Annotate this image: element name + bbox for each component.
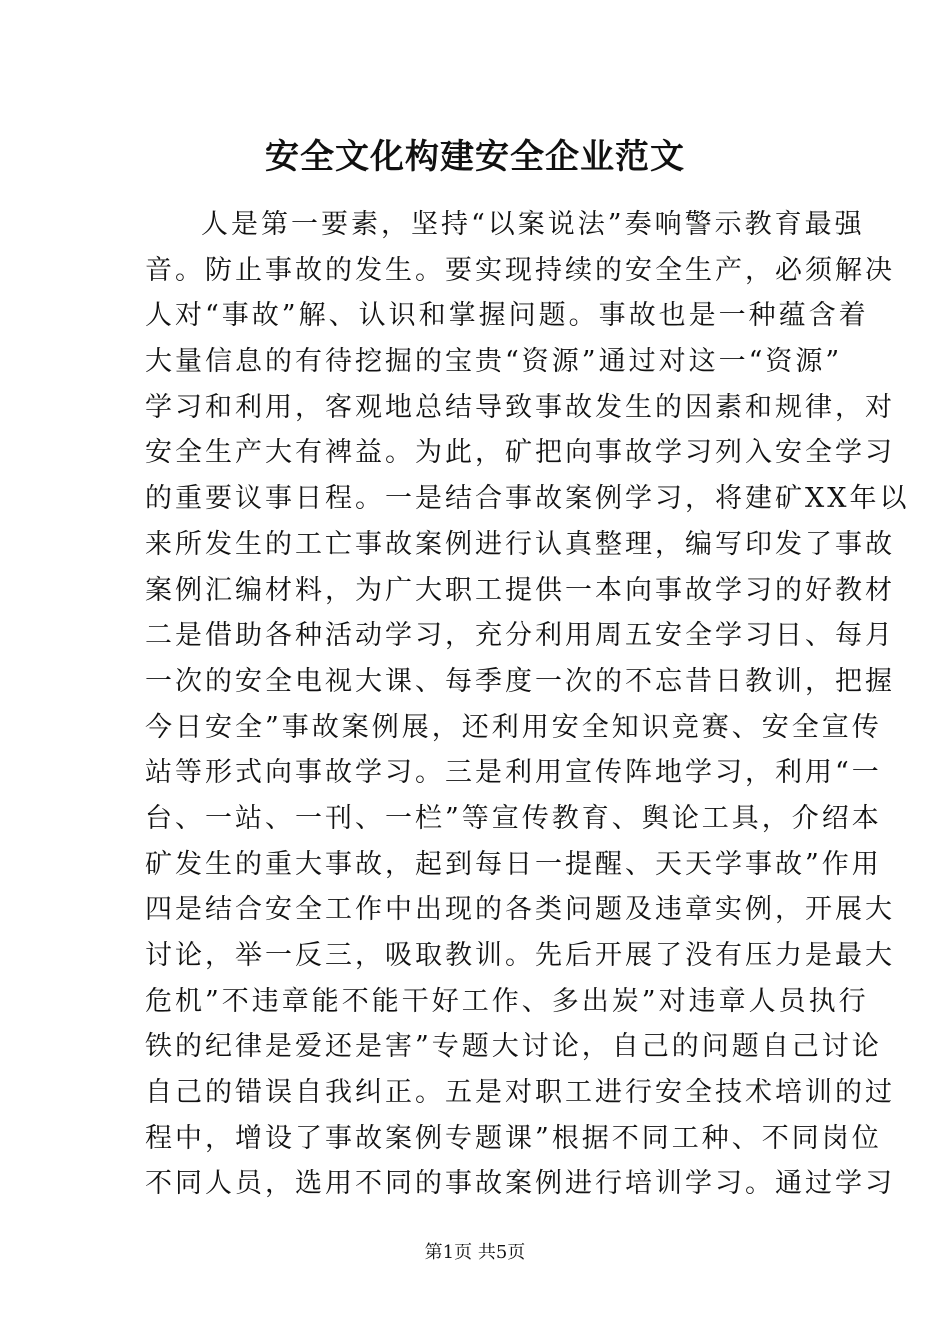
text-line: 音。防止事故的发生。要实现持续的安全生产，必须解决 bbox=[145, 254, 895, 286]
text-line: 四是结合安全工作中出现的各类问题及违章实例，开展大 bbox=[145, 894, 895, 926]
text-line: 不同人员，选用不同的事故案例进行培训学习。通过学习 bbox=[145, 1168, 895, 1200]
text-line: 学习和利用，客观地总结导致事故发生的因素和规律，对 bbox=[145, 391, 895, 423]
body-paragraph bbox=[145, 202, 910, 1207]
text-line: 来所发生的工亡事故案例进行认真整理，编写印发了事故 bbox=[145, 528, 895, 560]
page-number-footer: 第1页 共5页 bbox=[424, 1242, 526, 1263]
text-line: 的重要议事日程。一是结合事故案例学习，将建矿XX年以 bbox=[145, 483, 910, 515]
text-line: 案例汇编材料，为广大职工提供一本向事故学习的好教材 bbox=[145, 574, 895, 606]
text-line: 一次的安全电视大课、每季度一次的不忘昔日教训，把握 bbox=[145, 665, 895, 697]
text-line: 矿发生的重大事故，起到每日一提醒、天天学事故”作用 bbox=[145, 848, 882, 880]
text-line: 人是第一要素，坚持“以案说法”奏响警示教育最强 bbox=[201, 209, 865, 240]
text-line: 讨论，举一反三，吸取教训。先后开展了没有压力是最大 bbox=[145, 940, 895, 971]
text-line: 铁的纪律是爱还是害”专题大讨论，自己的问题自己讨论 bbox=[145, 1031, 882, 1063]
text-line: 危机”不违章能不能干好工作、多出炭”对违章人员执行 bbox=[145, 985, 869, 1017]
text-line: 人对“事故”解、认识和掌握问题。事故也是一种蕴含着 bbox=[145, 300, 869, 332]
text-line: 自己的错误自我纠正。五是对职工进行安全技术培训的过 bbox=[145, 1077, 895, 1109]
text-line: 站等形式向事故学习。三是利用宣传阵地学习，利用“一 bbox=[145, 757, 882, 789]
text-line: 今日安全”事故案例展，还利用安全知识竞赛、安全宣传 bbox=[145, 711, 882, 743]
text-line: 台、一站、一刊、一栏”等宣传教育、舆论工具，介绍本 bbox=[145, 802, 882, 834]
text-line: 安全生产大有裨益。为此，矿把向事故学习列入安全学习 bbox=[145, 437, 895, 469]
text-line: 程中，增设了事故案例专题课”根据不同工种、不同岗位 bbox=[145, 1122, 882, 1154]
text-line: 大量信息的有待挖掘的宝贵“资源”通过对这一“资源” bbox=[145, 346, 843, 378]
text-line: 二是借助各种活动学习，充分利用周五安全学习日、每月 bbox=[145, 620, 895, 652]
document-title: 安全文化构建安全企业范文 bbox=[265, 137, 685, 177]
